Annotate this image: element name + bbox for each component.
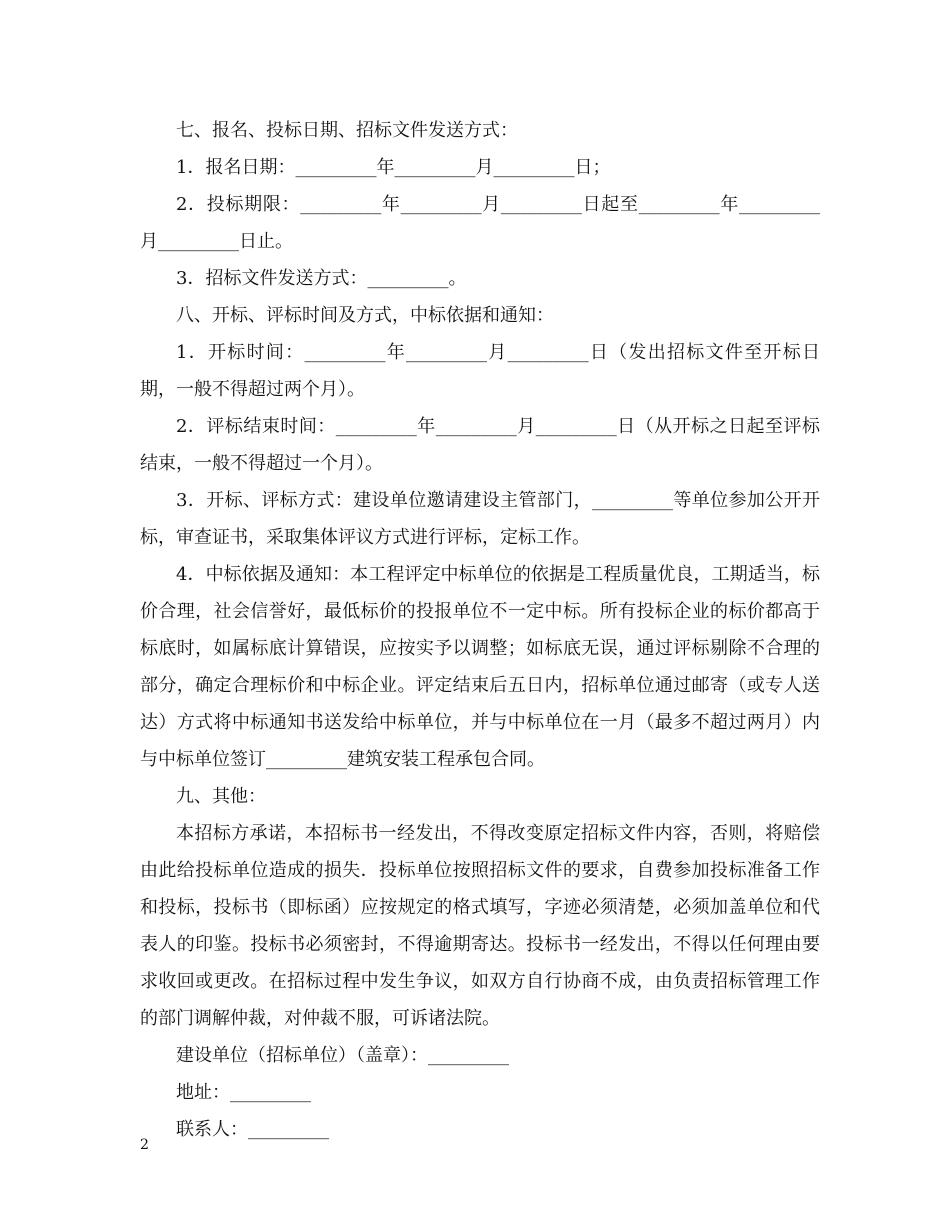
construction-unit-seal-line: 建设单位（招标单位）（盖章）：_________ — [176, 1045, 509, 1066]
award-basis-notification: 4．中标依据及通知：本工程评定中标单位的依据是工程质量优良，工期适当，标价合理，社会信誉好，最低标价的投报单位不一定中标。所有投标企业的标价都高于标底时，如属标底计算错误，应按实予以调整；如标底无误，通过评标剔除不合理的部分，确定合理标价和中标企业。评定结束后五日内，招标单位通过邮寄（或专人送达）方式将中标通知书送发给中标单位，并与中标单位在一月（最多不超过两月）内与中标单位签订_________建筑安装工程承包合同。 — [140, 564, 820, 770]
document-body — [140, 112, 820, 1148]
evaluation-end-time: 2．评标结束时间：_________年_________月_________日（从开标之日起至评标结束，一般不得超过一个月）。 — [140, 416, 820, 474]
document-delivery-method: 3．招标文件发送方式：_________。 — [176, 268, 467, 289]
page-number: 2 — [140, 1137, 149, 1153]
address-line: 地址：_________ — [176, 1082, 311, 1103]
bidding-period: 2．投标期限：_________年_________月_________日起至_________年_________月_________日止。 — [140, 194, 820, 252]
opening-evaluation-method: 3．开标、评标方式：建设单位邀请建设主管部门，_________等单位参加公开开标，审查证书，采取集体评议方式进行评标，定标工作。 — [140, 490, 820, 548]
bid-opening-time: 1．开标时间：_________年_________月_________日（发出招标文件至开标日期，一般不得超过两个月）。 — [140, 342, 820, 400]
contact-person-line: 联系人：_________ — [176, 1119, 329, 1140]
registration-date: 1．报名日期：_________年_________月_________日； — [176, 157, 611, 178]
section-8-heading: 八、开标、评标时间及方式，中标依据和通知： — [176, 305, 554, 326]
other-terms-paragraph: 本招标方承诺，本招标书一经发出，不得改变原定招标文件内容，否则，将赔偿由此给投标单位造成的损失．投标单位按照招标文件的要求，自费参加投标准备工作和投标，投标书（即标函）应按规定的格式填写，字迹必须清楚，必须加盖单位和代表人的印鉴。投标书必须密封，不得逾期寄达。投标书一经发出，不得以任何理由要求收回或更改。在招标过程中发生争议，如双方自行协商不成，由负责招标管理工作的部门调解仲裁，对仲裁不服，可诉诸法院。 — [140, 823, 820, 1029]
section-7-heading: 七、报名、投标日期、招标文件发送方式： — [176, 120, 518, 141]
section-9-heading: 九、其他： — [176, 786, 266, 807]
